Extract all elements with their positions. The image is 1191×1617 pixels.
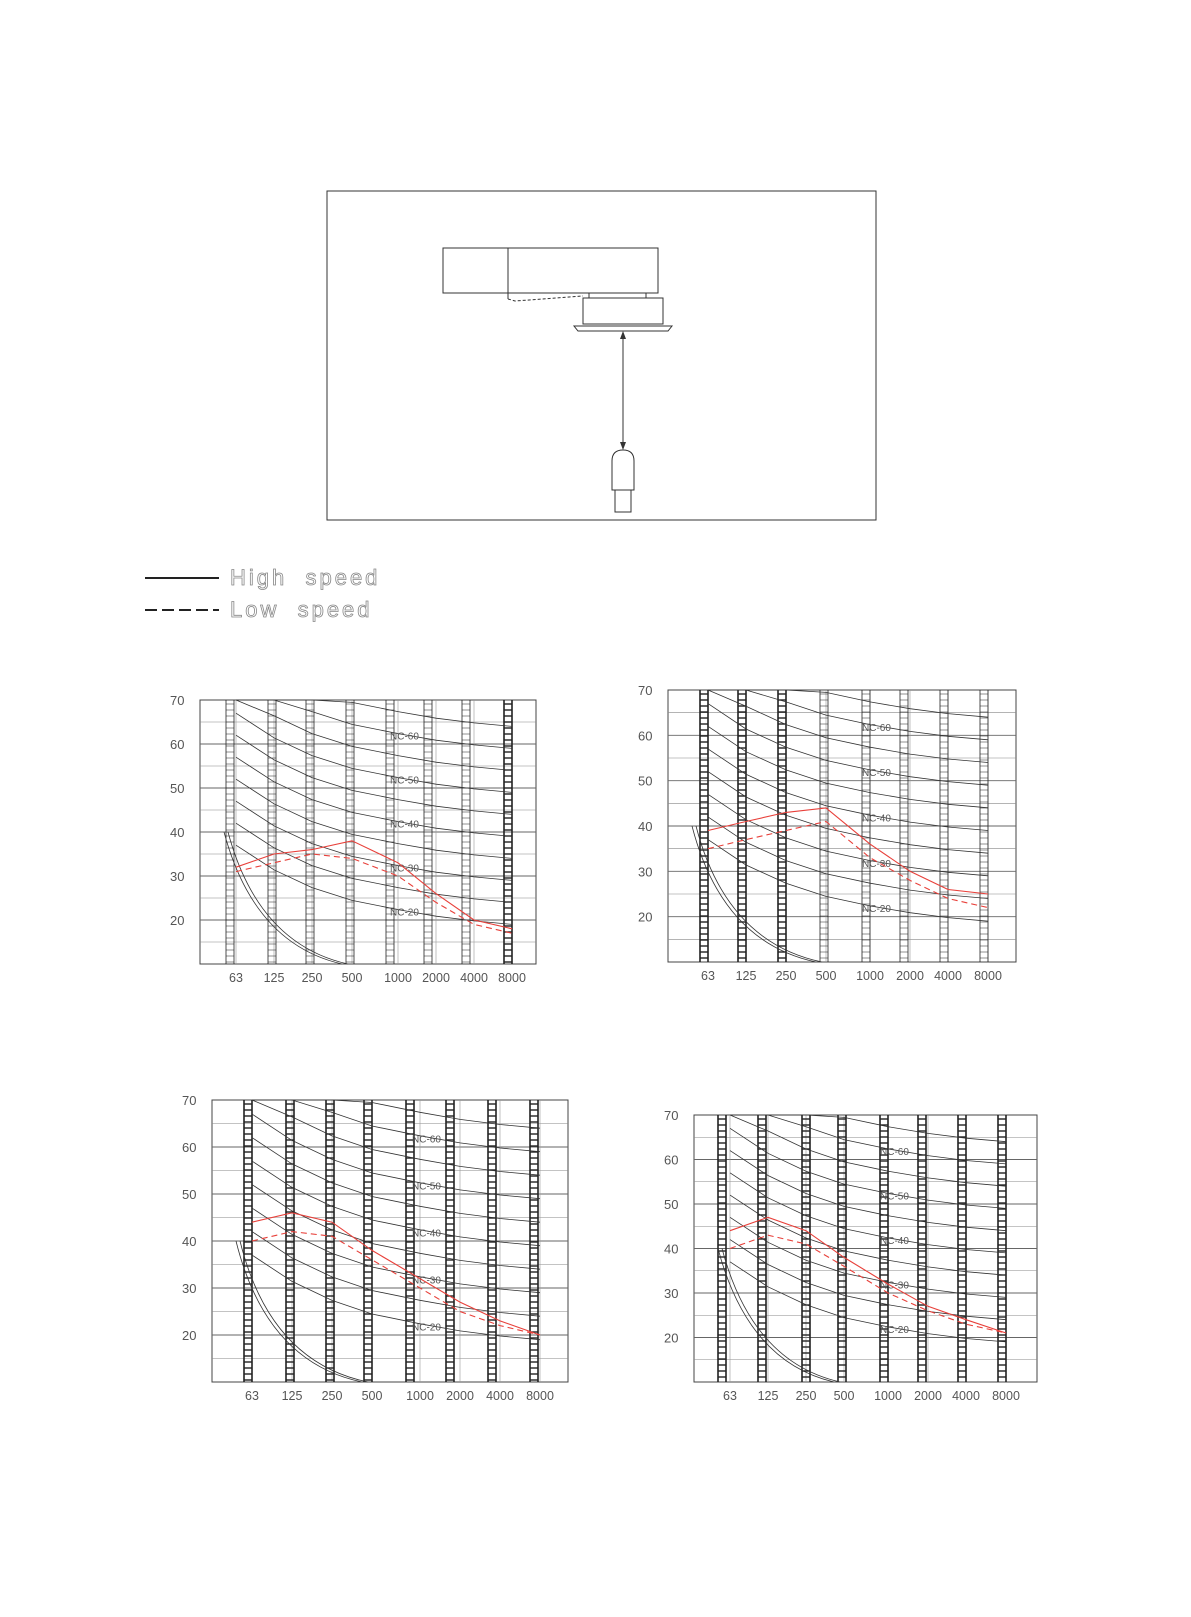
nc-label: NC-40: [412, 1228, 441, 1240]
x-tick-label: 2000: [896, 969, 924, 983]
x-tick-label: 2000: [914, 1389, 942, 1403]
ceiling-slab: [443, 248, 658, 293]
x-tick-label: 4000: [486, 1389, 514, 1403]
x-tick-label: 1000: [384, 971, 412, 985]
nc-label: NC-40: [880, 1236, 909, 1248]
arrow-up-icon: [620, 331, 626, 339]
nc-curve: [236, 823, 512, 902]
x-tick-label: 125: [281, 1389, 303, 1403]
x-tick-label: 63: [723, 1389, 737, 1403]
y-tick-label: 60: [664, 1152, 679, 1168]
x-tick-label: 8000: [526, 1389, 554, 1403]
nc-curve: [708, 794, 988, 876]
nc-label: NC-50: [862, 768, 891, 780]
x-tick-label: 2000: [446, 1389, 474, 1403]
x-tick-label: 500: [815, 969, 837, 983]
nc-chart-1: [170, 693, 536, 985]
installation-diagram: [327, 191, 876, 520]
x-tick-label: 125: [735, 969, 757, 983]
nc-curve: [708, 726, 988, 808]
nc-curve: [236, 713, 512, 792]
nc-label: NC-30: [862, 858, 891, 870]
slab-taper: [508, 296, 583, 301]
x-tick-label: 1000: [856, 969, 884, 983]
x-tick-label: 4000: [934, 969, 962, 983]
nc-label: NC-60: [862, 722, 891, 734]
microphone-icon: [612, 450, 634, 490]
x-tick-label: 250: [795, 1389, 817, 1403]
diagram-frame: [327, 191, 876, 520]
y-tick-label: 40: [664, 1241, 679, 1257]
nc-curve: [236, 700, 512, 770]
arrow-down-icon: [620, 442, 626, 450]
legend-low-label: Low speed: [230, 597, 373, 622]
nc-curve: [236, 779, 512, 858]
x-tick-label: 63: [229, 971, 243, 985]
nc-curve: [708, 704, 988, 786]
x-tick-label: 1000: [406, 1389, 434, 1403]
x-tick-label: 125: [263, 971, 285, 985]
nc-charts: [170, 683, 1037, 1403]
x-tick-label: 2000: [422, 971, 450, 985]
nc-label: NC-60: [880, 1147, 909, 1159]
x-tick-label: 1000: [874, 1389, 902, 1403]
x-tick-label: 63: [701, 969, 715, 983]
nc-label: NC-30: [412, 1275, 441, 1287]
nc-label: NC-60: [390, 731, 419, 743]
y-tick-label: 30: [170, 869, 185, 884]
y-tick-label: 70: [170, 693, 185, 708]
nc-label: NC-30: [390, 863, 419, 875]
y-tick-label: 20: [664, 1330, 679, 1346]
x-tick-label: 125: [757, 1389, 779, 1403]
legend-high-label: High speed: [230, 565, 381, 590]
y-tick-label: 50: [664, 1197, 679, 1212]
y-tick-label: 50: [638, 773, 653, 789]
x-tick-label: 500: [361, 1389, 383, 1403]
nc-curve: [708, 817, 988, 899]
nc-label: NC-20: [412, 1322, 441, 1334]
y-tick-label: 60: [182, 1140, 197, 1155]
x-tick-label: 500: [341, 971, 363, 985]
cassette-unit: [583, 298, 663, 324]
x-tick-label: 500: [833, 1389, 855, 1403]
y-tick-label: 60: [170, 737, 185, 752]
nc-label: NC-50: [390, 775, 419, 787]
low-speed-series: [236, 854, 512, 933]
nc-label: NC-50: [412, 1181, 441, 1193]
x-tick-label: 4000: [460, 971, 488, 985]
nc-curve: [236, 700, 512, 748]
x-tick-label: 8000: [974, 969, 1002, 983]
nc-label: NC-30: [880, 1280, 909, 1292]
nc-label: NC-40: [862, 813, 891, 825]
nc-curve: [236, 757, 512, 836]
nc-curve: [708, 840, 988, 922]
high-speed-series: [708, 808, 988, 894]
nc-label: NC-50: [880, 1191, 909, 1203]
nc-label: NC-40: [390, 819, 419, 831]
y-tick-label: 70: [182, 1093, 197, 1108]
x-tick-label: 8000: [498, 971, 526, 985]
band-column: [820, 690, 828, 962]
low-speed-series: [730, 1235, 1006, 1333]
x-tick-label: 250: [301, 971, 323, 985]
y-tick-label: 40: [182, 1234, 197, 1249]
y-tick-label: 30: [664, 1286, 679, 1301]
x-tick-label: 63: [245, 1389, 259, 1403]
nc-curve: [236, 845, 512, 924]
x-tick-label: 8000: [992, 1389, 1020, 1403]
y-tick-label: 70: [638, 683, 653, 698]
legend: [145, 565, 380, 622]
y-tick-label: 30: [638, 864, 653, 880]
y-tick-label: 20: [182, 1328, 197, 1343]
nc-label: NC-20: [880, 1325, 909, 1337]
y-tick-label: 40: [170, 825, 185, 840]
y-tick-label: 70: [664, 1108, 679, 1123]
nc-chart-3: [182, 1093, 568, 1403]
y-tick-label: 20: [638, 909, 653, 925]
nc-label: NC-20: [862, 904, 891, 916]
microphone-stand: [615, 490, 631, 512]
nc-curve: [236, 700, 512, 726]
nc-curve: [708, 749, 988, 831]
nc-chart-4: [664, 1108, 1037, 1403]
y-tick-label: 50: [182, 1187, 197, 1202]
nc-label: NC-60: [412, 1134, 441, 1146]
nc-curve: [236, 801, 512, 880]
cassette-panel: [574, 326, 672, 331]
band-column: [778, 690, 786, 962]
y-tick-label: 60: [638, 728, 653, 744]
x-tick-label: 4000: [952, 1389, 980, 1403]
band-column: [738, 690, 746, 962]
x-tick-label: 250: [321, 1389, 343, 1403]
y-tick-label: 20: [170, 913, 185, 928]
y-tick-label: 50: [170, 781, 185, 796]
y-tick-label: 30: [182, 1281, 197, 1296]
y-tick-label: 40: [638, 819, 653, 834]
nc-label: NC-20: [390, 907, 419, 919]
x-tick-label: 250: [775, 969, 797, 983]
nc-chart-2: [638, 683, 1016, 983]
nc-curve: [730, 1262, 1006, 1342]
nc-curve: [708, 690, 988, 763]
band-column: [700, 690, 708, 962]
nc-curve: [236, 735, 512, 814]
